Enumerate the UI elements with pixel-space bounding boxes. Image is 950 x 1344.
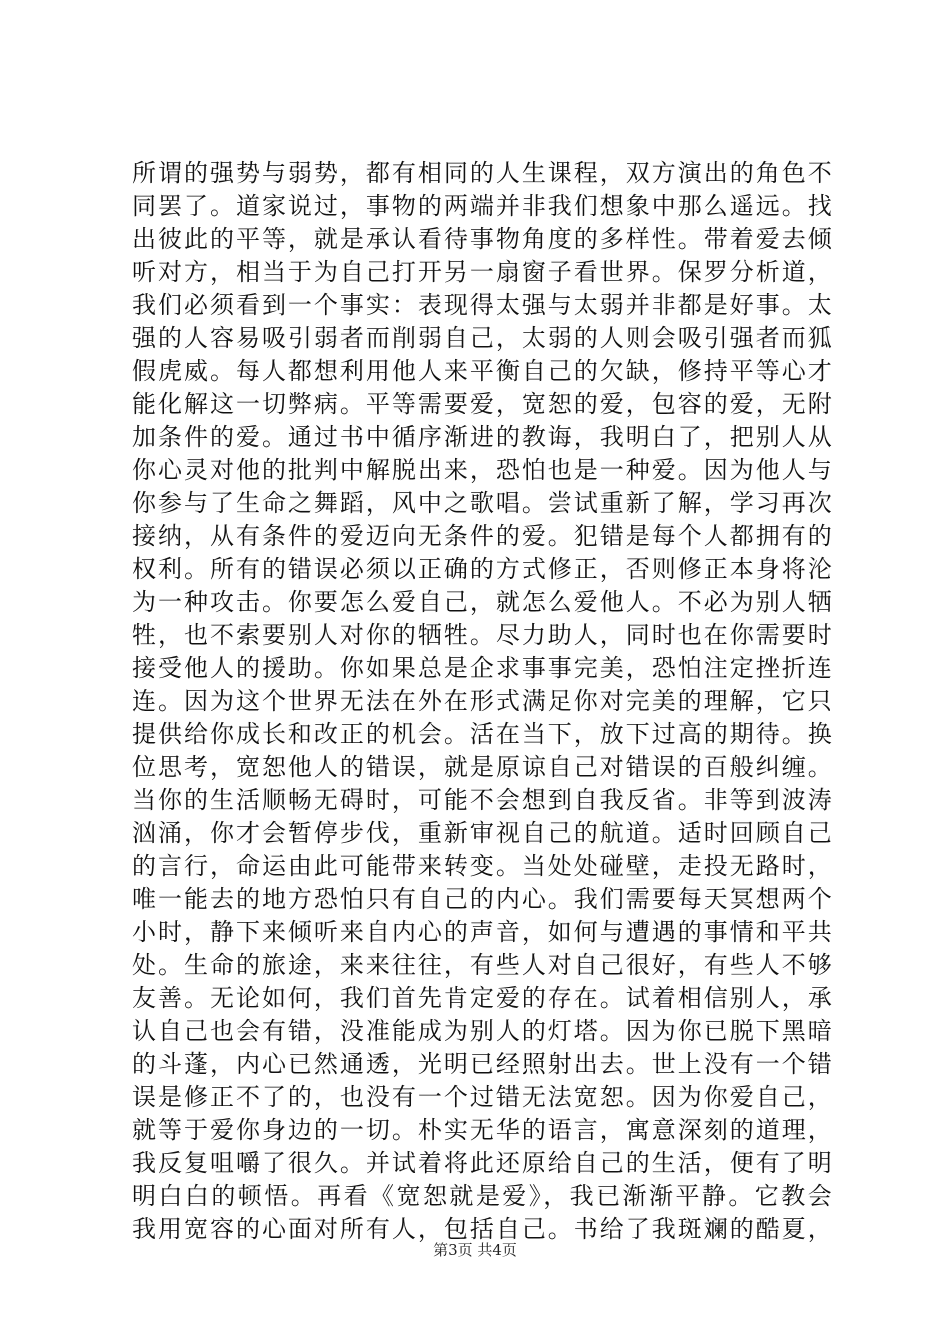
text-line: 牲，也不索要别人对你的牺牲。尽力助人，同时也在你需要时 xyxy=(132,621,832,649)
text-line: 接纳，从有条件的爱迈向无条件的爱。犯错是每个人都拥有的 xyxy=(132,522,832,550)
text-line: 认自己也会有错，没准能成为别人的灯塔。因为你已脱下黑暗 xyxy=(132,1017,832,1045)
body-text xyxy=(132,157,832,1246)
text-line: 出彼此的平等，就是承认看待事物角度的多样性。带着爱去倾 xyxy=(132,225,832,253)
text-line: 就等于爱你身边的一切。朴实无华的语言，寓意深刻的道理， xyxy=(132,1116,832,1144)
text-line: 处。生命的旅途，来来往往，有些人对自己很好，有些人不够 xyxy=(132,951,832,979)
text-line: 我反复咀嚼了很久。并试着将此还原给自己的生活，便有了明 xyxy=(132,1149,832,1177)
text-line: 我们必须看到一个事实：表现得太强与太弱并非都是好事。太 xyxy=(132,291,832,319)
text-line: 能化解这一切弊病。平等需要爱，宽恕的爱，包容的爱，无附 xyxy=(132,390,832,418)
text-line: 的斗蓬，内心已然通透，光明已经照射出去。世上没有一个错 xyxy=(132,1050,832,1078)
text-line: 位思考，宽恕他人的错误，就是原谅自己对错误的百般纠缠。 xyxy=(132,753,832,781)
text-line: 提供给你成长和改正的机会。活在当下，放下过高的期待。换 xyxy=(132,720,832,748)
text-line: 为一种攻击。你要怎么爱自己，就怎么爱他人。不必为别人牺 xyxy=(132,588,832,616)
text-line: 当你的生活顺畅无碍时，可能不会想到自我反省。非等到波涛 xyxy=(132,786,832,814)
text-line: 的言行，命运由此可能带来转变。当处处碰壁，走投无路时， xyxy=(132,852,832,880)
text-line: 你心灵对他的批判中解脱出来，恐怕也是一种爱。因为他人与 xyxy=(132,456,832,484)
text-line: 汹涌，你才会暂停步伐，重新审视自己的航道。适时回顾自己 xyxy=(132,819,832,847)
text-line: 明白白的顿悟。再看《宽恕就是爱》，我已渐渐平静。它教会 xyxy=(132,1182,832,1210)
text-line: 听对方，相当于为自己打开另一扇窗子看世界。保罗分析道， xyxy=(132,258,832,286)
text-line: 权利。所有的错误必须以正确的方式修正，否则修正本身将沦 xyxy=(132,555,832,583)
text-line: 加条件的爱。通过书中循序渐进的教诲，我明白了，把别人从 xyxy=(132,423,832,451)
text-line: 假虎威。每人都想利用他人来平衡自己的欠缺，修持平等心才 xyxy=(132,357,832,385)
text-line: 所谓的强势与弱势，都有相同的人生课程，双方演出的角色不 xyxy=(132,159,832,187)
text-line: 连。因为这个世界无法在外在形式满足你对完美的理解，它只 xyxy=(132,687,832,715)
text-line: 同罢了。道家说过，事物的两端并非我们想象中那么遥远。找 xyxy=(132,192,832,220)
text-line: 强的人容易吸引弱者而削弱自己，太弱的人则会吸引强者而狐 xyxy=(132,324,832,352)
text-line: 唯一能去的地方恐怕只有自己的内心。我们需要每天冥想两个 xyxy=(132,885,832,913)
text-line: 小时，静下来倾听来自内心的声音，如何与遭遇的事情和平共 xyxy=(132,918,832,946)
text-line: 我用宽容的心面对所有人，包括自己。书给了我斑斓的酷夏， xyxy=(132,1215,832,1243)
text-line: 接受他人的援助。你如果总是企求事事完美，恐怕注定挫折连 xyxy=(132,654,832,682)
page-number-footer: 第3页 共4页 xyxy=(433,1241,517,1259)
text-line: 友善。无论如何，我们首先肯定爱的存在。试着相信别人，承 xyxy=(132,984,832,1012)
text-line: 你参与了生命之舞蹈，风中之歌唱。尝试重新了解，学习再次 xyxy=(132,489,832,517)
text-line: 误是修正不了的，也没有一个过错无法宽恕。因为你爱自己， xyxy=(132,1083,832,1111)
